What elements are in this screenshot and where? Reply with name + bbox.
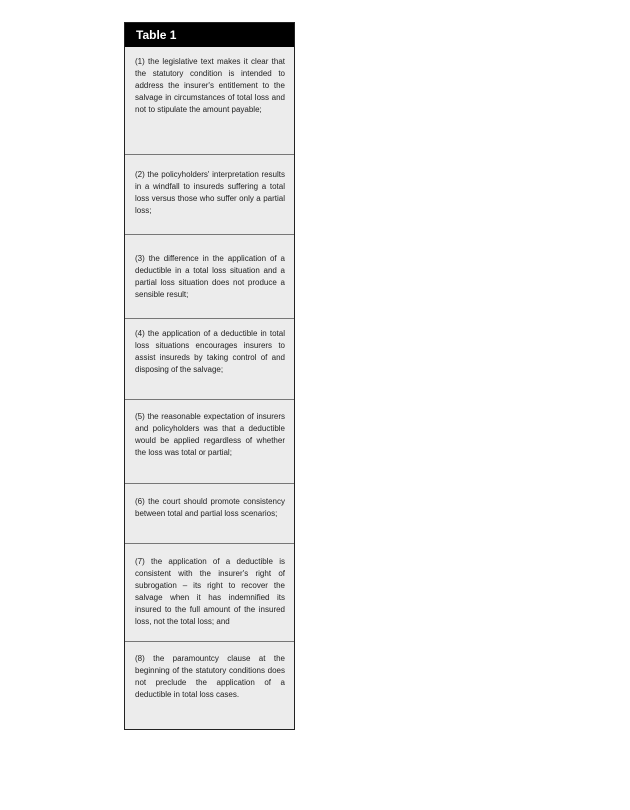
table-row-5 bbox=[125, 399, 294, 483]
row-text: (7) the application of a deductible is consistent with the insurer's right of subrogation – its right to recover the salvage when it has indemnified its insured to the full amount of the insured loss, not the total loss; and bbox=[135, 557, 285, 626]
table-title: Table 1 bbox=[125, 23, 294, 47]
row-text: (3) the difference in the application of a deductible in a total loss situation and a partial loss situation does not produce a sensible result; bbox=[135, 254, 285, 299]
table-row-8 bbox=[125, 641, 294, 729]
row-text: (6) the court should promote consistency between total and partial loss scenarios; bbox=[135, 497, 285, 518]
row-text: (1) the legislative text makes it clear that the statutory condition is intended to address the insurer's entitlement to the salvage in circumstances of total loss and not to stipulate the amount payable; bbox=[135, 57, 285, 114]
table-row-7 bbox=[125, 543, 294, 641]
table-row-1 bbox=[125, 47, 294, 154]
row-text: (4) the application of a deductible in total loss situations encourages insurers to assist insureds by taking control of and disposing of the salvage; bbox=[135, 329, 285, 374]
row-text: (5) the reasonable expectation of insurers and policyholders was that a deductible would be applied regardless of whether the loss was total or partial; bbox=[135, 412, 285, 457]
table-1 bbox=[124, 22, 295, 730]
row-text: (2) the policyholders' interpretation results in a windfall to insureds suffering a total loss versus those who suffer only a partial loss; bbox=[135, 170, 285, 215]
table-row-6 bbox=[125, 483, 294, 543]
row-text: (8) the paramountcy clause at the beginning of the statutory conditions does not preclude the application of a deductible in total loss cases. bbox=[135, 654, 285, 699]
table-row-3 bbox=[125, 234, 294, 318]
table-row-4 bbox=[125, 318, 294, 399]
table-body bbox=[125, 47, 294, 729]
table-row-2 bbox=[125, 154, 294, 234]
